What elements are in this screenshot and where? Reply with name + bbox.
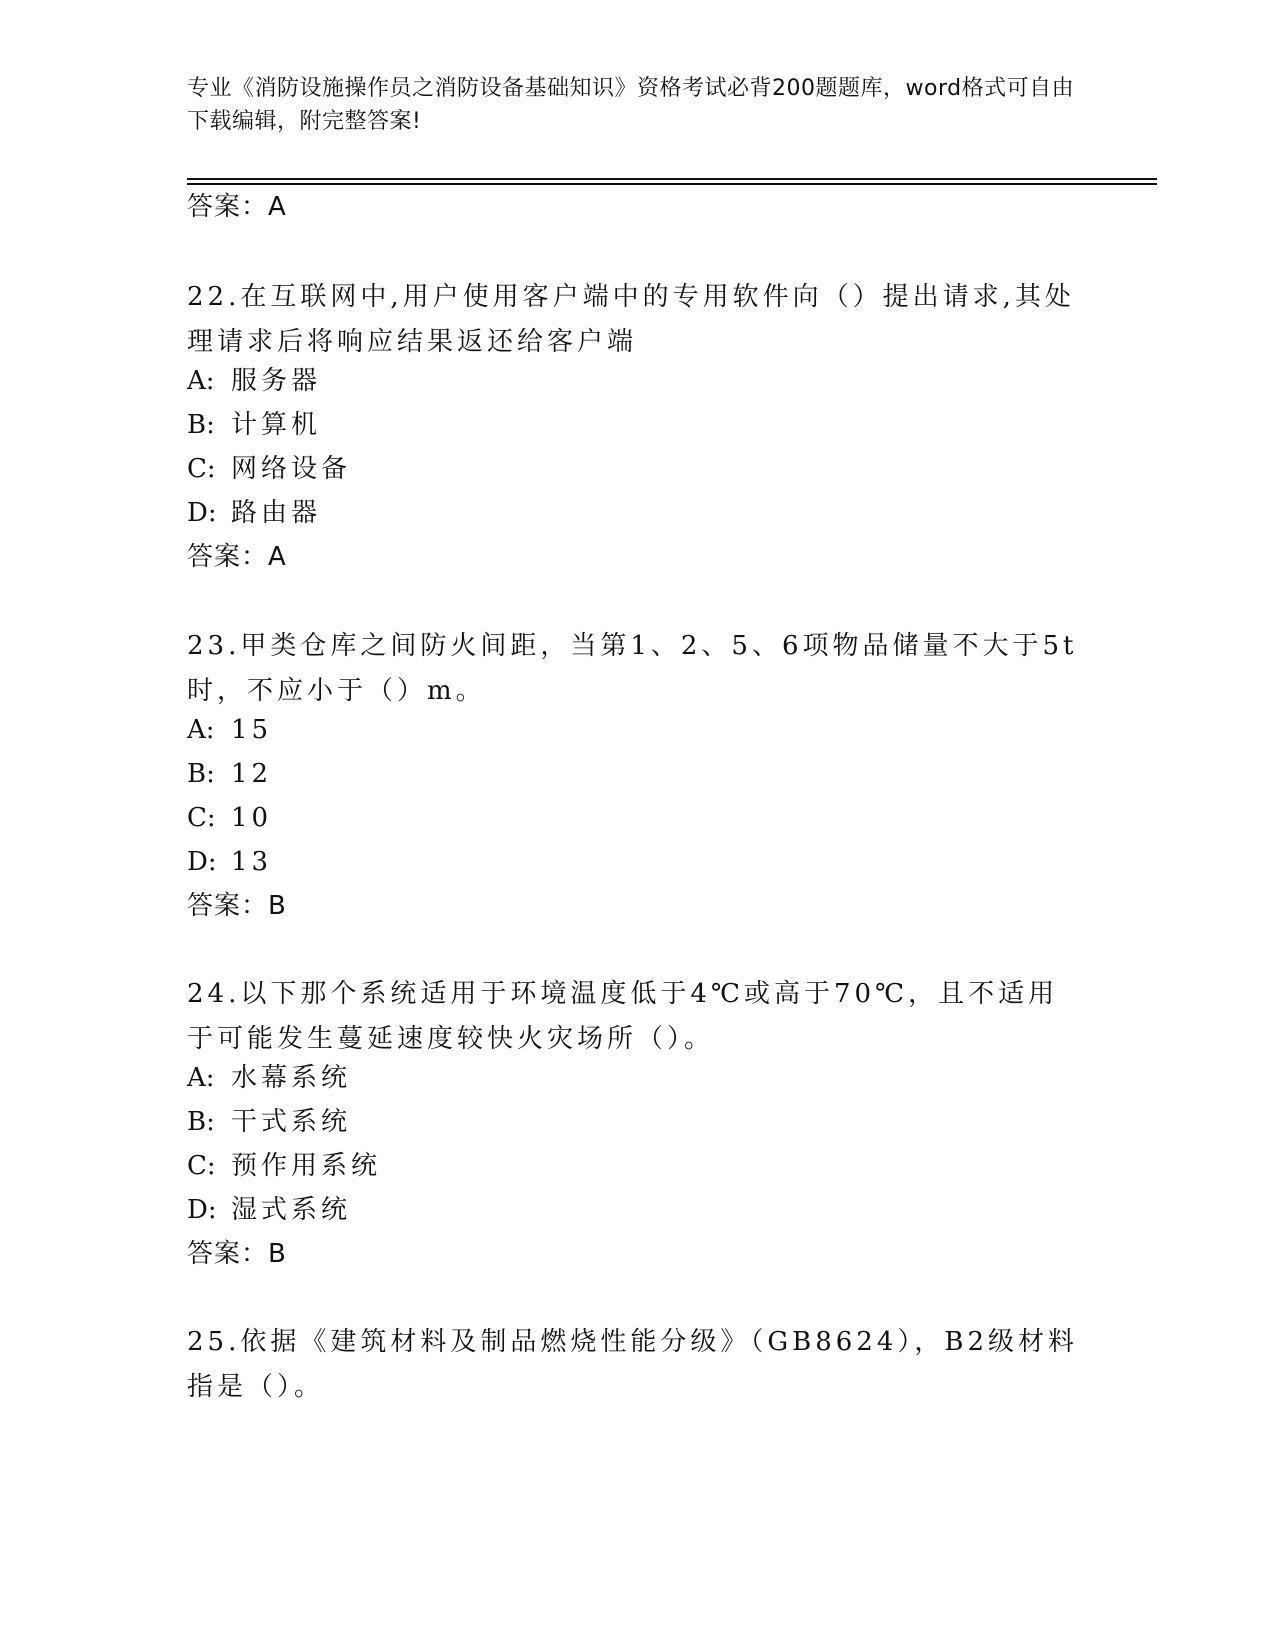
header-divider-bottom (187, 183, 1157, 185)
option-key: D: (187, 498, 217, 528)
question-22-stem: 22.在互联网中,用户使用客户端中的专用软件向（）提出请求,其处理请求后将响应结果返还给客户端 (187, 282, 1075, 357)
answer-line: 答案：A (187, 192, 287, 222)
header-divider-top (187, 178, 1157, 180)
question-24-option-b (187, 1105, 351, 1139)
question-22-option-a (187, 364, 321, 398)
option-key: C: (187, 454, 216, 484)
question-22-option-c (187, 452, 351, 486)
option-text: 预作用系统 (231, 1151, 382, 1181)
option-key: A: (187, 366, 215, 396)
option-key: B: (187, 1107, 215, 1137)
option-key: D: (187, 1195, 217, 1225)
question-22-option-d (187, 496, 321, 530)
question-24-option-c (187, 1149, 381, 1183)
option-text: 路由器 (231, 498, 322, 528)
option-text: 湿式系统 (231, 1195, 352, 1225)
question-25-stem: 25.依据《建筑材料及制品燃烧性能分级》（GB8624），B2级材料指是（）。 (187, 1327, 1079, 1402)
option-text: 15 (231, 715, 273, 745)
option-key: C: (187, 803, 216, 833)
option-text: 12 (231, 759, 273, 789)
question-23-option-c (187, 801, 272, 835)
option-text: 10 (231, 803, 273, 833)
option-key: B: (187, 759, 215, 789)
question-22-option-b (187, 408, 321, 442)
option-key: B: (187, 410, 215, 440)
question-24-answer: 答案：B (187, 1239, 287, 1269)
option-text: 水幕系统 (231, 1063, 352, 1093)
question-23-answer: 答案：B (187, 891, 287, 921)
question-23-option-a (187, 713, 272, 747)
option-text: 网络设备 (231, 454, 352, 484)
question-23-stem: 23.甲类仓库之间防火间距，当第1、2、5、6项物品储量不大于5t时，不应小于（）m。 (187, 631, 1078, 706)
question-24-option-a (187, 1061, 351, 1095)
option-text: 服务器 (231, 366, 322, 396)
question-24-option-d (187, 1193, 351, 1227)
document-header: 专业《消防设施操作员之消防设备基础知识》资格考试必背200题题库，word格式可自由下载编辑，附完整答案! (187, 76, 1075, 134)
option-key: D: (187, 847, 217, 877)
option-key: A: (187, 1063, 215, 1093)
option-key: C: (187, 1151, 216, 1181)
option-text: 干式系统 (231, 1107, 352, 1137)
option-text: 13 (231, 847, 273, 877)
option-text: 计算机 (231, 410, 322, 440)
question-24-stem: 24.以下那个系统适用于环境温度低于4℃或高于70℃，且不适用于可能发生蔓延速度较快火灾场所（）。 (187, 979, 1059, 1054)
question-23-option-b (187, 757, 272, 791)
question-23-option-d (187, 845, 272, 879)
option-key: A: (187, 715, 215, 745)
question-22-answer: 答案：A (187, 542, 287, 572)
